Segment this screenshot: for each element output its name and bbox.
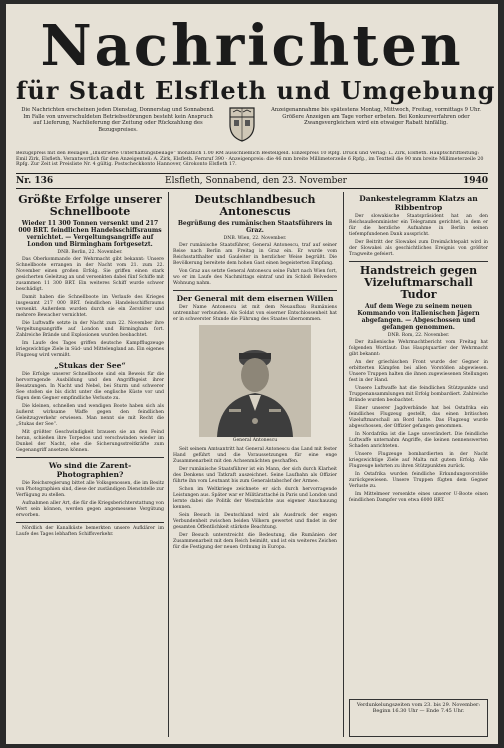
article-paragraph: Unsere Flugzeuge bombardierten in der Nacht kriegswichtige Ziele auf Malta mit gutem Erfolg. Alle Flugzeuge kehrten zu ihren Stützpunkten zurück. bbox=[349, 452, 488, 469]
advertising-info: Anzeigenannahme bis spätestens Montag, Mittwoch, Freitag, vormittags 9 Uhr. Größere Anzeigen am Tage vorher erbeten. Bei Konkursverfahren oder Zwangsvergleichen wird ein etwaiger Rabatt hinfällig. bbox=[271, 107, 481, 126]
place-date: Elsfleth, Sonnabend, den 23. November bbox=[165, 176, 347, 186]
article-place: DNB. Berlin, 22. November. bbox=[57, 250, 123, 255]
article-paragraph: Unsere Luftwaffe hat die feindlichen Stützpunkte und Truppenansammlungen mit Erfolg bombardiert. Zahlreiche Brände wurden beobachtet. bbox=[349, 386, 488, 403]
divider bbox=[16, 457, 164, 458]
column-2 bbox=[173, 192, 337, 737]
article-paragraph: Mit größter Geschwindigkeit brausen sie an den Feind heran, schießen ihre Torpedos und verschwinden wieder im Dunkel der Nacht, ehe die Sicherungsstreitkräfte zum Gegenangriff ansetzen können. bbox=[16, 430, 164, 453]
article-place: DNB. Rom, 22. November. bbox=[387, 333, 450, 338]
article-paragraph: Die kleinen, schnellen und wendigen Boote haben sich als äußerst wirksame Waffe gegen den feindlichen Geleitzugverkehr erwiesen. Man nennt sie mit Recht die „Stukas der See“. bbox=[16, 404, 164, 427]
section-headline: „Stukas der See“ bbox=[54, 361, 126, 370]
column-1 bbox=[16, 192, 164, 737]
section-headline: Der General mit dem eisernen Willen bbox=[176, 294, 334, 303]
divider bbox=[173, 290, 337, 291]
article-paragraph: Der Besuch unterstreicht die Bedeutung, die Rumänien der Zusammenarbeit mit dem Reich beimißt, und ist ein weiteres Zeichen für die Festigung der neuen Ordnung in Europa. bbox=[173, 532, 337, 550]
issue-number: Nr. 136 bbox=[16, 176, 54, 186]
portrait-caption: General Antonescu bbox=[232, 438, 278, 443]
subscription-info: Die Nachrichten erscheinen jeden Dienstag, Donnerstag und Sonnabend. Im Falle von unverschuldeten Betriebsstörungen besteht kein Anspruch auf Lieferung, Nachlieferung der Zeitung oder Rückzahlung des Bezugspreises. bbox=[21, 107, 215, 133]
divider bbox=[349, 261, 488, 262]
general-portrait bbox=[199, 325, 311, 437]
article-headline: Dankestelegramm Klatzs an Ribbentrop bbox=[359, 194, 478, 212]
portrait-image bbox=[199, 325, 311, 437]
article-paragraph: Der rumänische Staatsführer ist ein Mann, der sich durch Klarheit des Denkens und Tatkraft auszeichnet. Seine Laufbahn als Offizier führte ihn vom Leutnant bis zum Generalstabschef der Armee. bbox=[173, 466, 337, 484]
article-lead: Wieder 11 300 Tonnen versenkt und 217 000 BRT. feindlichen Handelsschiffsraums vernichtet. — Vergeltungsangriffe auf London und Birmingham fortgesetzt. bbox=[18, 220, 162, 248]
article-paragraph: Sein Besuch in Deutschland wird als Ausdruck der engen Verbundenheit zwischen beiden Völkern gewertet und findet in der gesamten Öffentlichkeit stärkste Beachtung. bbox=[173, 512, 337, 530]
article-paragraph: In Ostafrika wurden feindliche Erkundungsvorstöße zurückgewiesen. Unsere Truppen fügten dem Gegner Verluste zu. bbox=[349, 472, 488, 489]
newspaper-page bbox=[6, 4, 498, 744]
article-paragraph: Damit haben die Schnellboote im Verlaufe des Krieges insgesamt 217 000 BRT. feindlichen Handelsschiffsraums versenkt. Außerdem wurden durch sie ein Zerstörer und mehrere Bewacher vernichtet. bbox=[16, 295, 164, 318]
article-paragraph: In Nordafrika ist die Lage unverändert. Die feindliche Luftwaffe unternahm Angriffe, die keinen nennenswerten Schaden anrichteten. bbox=[349, 432, 488, 449]
article-subheadline: Begrüßung des rumänischen Staatsführers in Graz. bbox=[177, 220, 333, 234]
article-place: DNB. Wien, 22. November. bbox=[223, 236, 287, 241]
article-headline: Deutschlandbesuch Antonescus bbox=[194, 193, 316, 218]
masthead-title: Nachrichten bbox=[40, 13, 464, 79]
article-paragraph: Die Reichsregierung bittet alle Volksgenossen, die im Besitz von Photographien sind, diese der zuständigen Dienststelle zur Verfügung zu stellen. bbox=[16, 481, 164, 498]
article-paragraph: Der Name Antonescu ist mit dem Neuaufbau Rumäniens untrennbar verbunden. Als Soldat von eiserner Entschlossenheit hat er in schwerster Stunde die Führung des Staates übernommen. bbox=[173, 305, 337, 322]
coat-of-arms-icon bbox=[228, 105, 256, 143]
article-paragraph: Seit seinem Amtsantritt hat General Antonescu das Land mit fester Hand geführt und die Voraussetzungen für eine enge Zusammenarbeit mit den Achsenmächten geschaffen. bbox=[173, 446, 337, 464]
imprint: Bezugspreis mit den Beilagen „Illustrierte Unterhaltungsbeilage“ monatlich 1.00 RM ausschließlich Bestellgeld. Einzelpreis 10 Rpfg. Druck und Verlag: L. Zirk, Elsfleth. Hauptschriftleitung: Emil Zirk, Elsfleth. Verantwortlich für den Anzeigenteil: A. Zirk, Elsfleth. Fernruf 390 · Anzeigenpreis: die 46 mm breite Millimeterzeile 6 Rpfg., im Textteil die 90 mm breite Millimeterzeile 20 Rpfg. Zur Zeit ist Preisliste Nr. 4 gültig. Postscheckkonto Hannover, Girokonto Elsfleth 17. bbox=[16, 151, 488, 174]
dateline bbox=[16, 174, 488, 189]
section-headline: Wo sind die Zarent-Photographien? bbox=[48, 461, 132, 479]
article-paragraph: Die Erfolge unserer Schnellboote sind ein Beweis für die hervorragende Ausbildung und den Angriffsgeist ihrer Besatzungen. In Nacht und Nebel, bei Sturm und schwerer See stoßen sie bis dicht unter die englische Küste vor und fügen dem Gegner empfindliche Verluste zu. bbox=[16, 372, 164, 401]
article-paragraph: Von Graz aus setzte General Antonescu seine Fahrt nach Wien fort, wo er im Laufe des Nachmittags eintraf und im Schloß Belvedere Wohnung nahm. bbox=[173, 269, 337, 286]
column-rule bbox=[168, 192, 169, 737]
article-paragraph: Im Laufe des Tages griffen deutsche Kampfflugzeuge kriegswichtige Ziele in Süd- und Mittelengland an. Ein eigenes Flugzeug wird vermißt. bbox=[16, 341, 164, 358]
article-paragraph: Einer unserer Jagdverbände hat bei Ostafrika ein feindliches Flugzeug gestellt, das einen britischen Vizeluftmarschall an Bord hatte. Das Flugzeug wurde abgeschossen, der Offizier gefangen genommen. bbox=[349, 406, 488, 429]
article-paragraph: An der griechischen Front wurde der Gegner in erbitterten Kämpfen bei allen Vorstößen abgewiesen. Unsere Truppen halten die ihnen zugewiesenen Stellungen fest in der Hand. bbox=[349, 360, 488, 383]
article-paragraph: Der slowakische Staatspräsident hat an den Reichsaußenminister ein Telegramm gerichtet, in dem er für die herzliche Aufnahme in Berlin seinen tiefempfundenen Dank ausspricht. bbox=[349, 214, 488, 237]
article-headline: Größte Erfolge unserer Schnellboote bbox=[18, 193, 162, 218]
article-paragraph: Der rumänische Staatsführer, General Antonescu, traf auf seiner Reise nach Berlin am Freitag in Graz ein. Er wurde vom Reichsstatthalter und Gauleiter in herzlicher Weise begrüßt. Die Bevölkerung bereitete dem hohen Gast einen begeisterten Empfang. bbox=[173, 243, 337, 266]
notice-box: Verdunkelungszeiten vom 23. bis 29. November: Beginn 16.30 Uhr — Ende 7.45 Uhr. bbox=[349, 699, 488, 737]
article-paragraph: Der Beitritt der Slowakei zum Dreimächtepakt wird in der Slowakei als geschichtliches Ereignis von größter Tragweite gefeiert. bbox=[349, 240, 488, 257]
article-paragraph: Die Luftwaffe setzte in der Nacht zum 22. November ihre Vergeltungsangriffe auf London und Birmingham fort. Zahlreiche Brände und Explosionen wurden beobachtet. bbox=[16, 321, 164, 338]
article-paragraph: Aufnahmen aller Art, die für die Kriegsberichterstattung von Wert sein können, werden gegen angemessene Vergütung erworben. bbox=[16, 501, 164, 518]
article-headline: Handstreich gegen Vizeluftmarschall Tudor bbox=[359, 264, 478, 301]
masthead-subtitle: für Stadt Elsfleth und Umgebung bbox=[16, 76, 496, 105]
article-paragraph: Der italienische Wehrmachtbericht vom Freitag hat folgenden Wortlaut: Das Hauptquartier der Wehrmacht gibt bekannt: bbox=[349, 340, 488, 357]
article-paragraph: Im Mittelmeer versenkte eines unserer U-Boote einen feindlichen Dampfer von etwa 6000 BRT. bbox=[349, 492, 488, 503]
column-3 bbox=[349, 192, 488, 695]
issue-year: 1940 bbox=[462, 176, 488, 186]
article-paragraph: Das Oberkommando der Wehrmacht gibt bekannt: Unsere Schnellboote errangen in der Nacht vom 21. zum 22. November einen großen Erfolg. Sie griffen einen stark gesicherten Geleitzug an und versenkten dabei fünf Schiffe mit zusammen 11 300 BRT. Ein weiteres Schiff wurde schwer beschädigt. bbox=[16, 257, 164, 292]
column-rule bbox=[343, 192, 344, 737]
article-paragraph: Nördlich der Kanalküste bemerkten unsere Aufklärer im Laufe des Tages lebhaften Schiffsverkehr. bbox=[16, 526, 164, 537]
divider bbox=[16, 522, 164, 523]
article-lead: Auf dem Wege zu seinem neuen Kommando von italienischen Jägern abgefangen. — Abgeschossen und gefangen genommen. bbox=[357, 303, 480, 331]
article-paragraph: Schon im Weltkriege zeichnete er sich durch hervorragende Leistungen aus. Später war er Militärattaché in Paris und London und lernte dabei die Politik der Westmächte aus eigener Anschauung kennen. bbox=[173, 486, 337, 510]
